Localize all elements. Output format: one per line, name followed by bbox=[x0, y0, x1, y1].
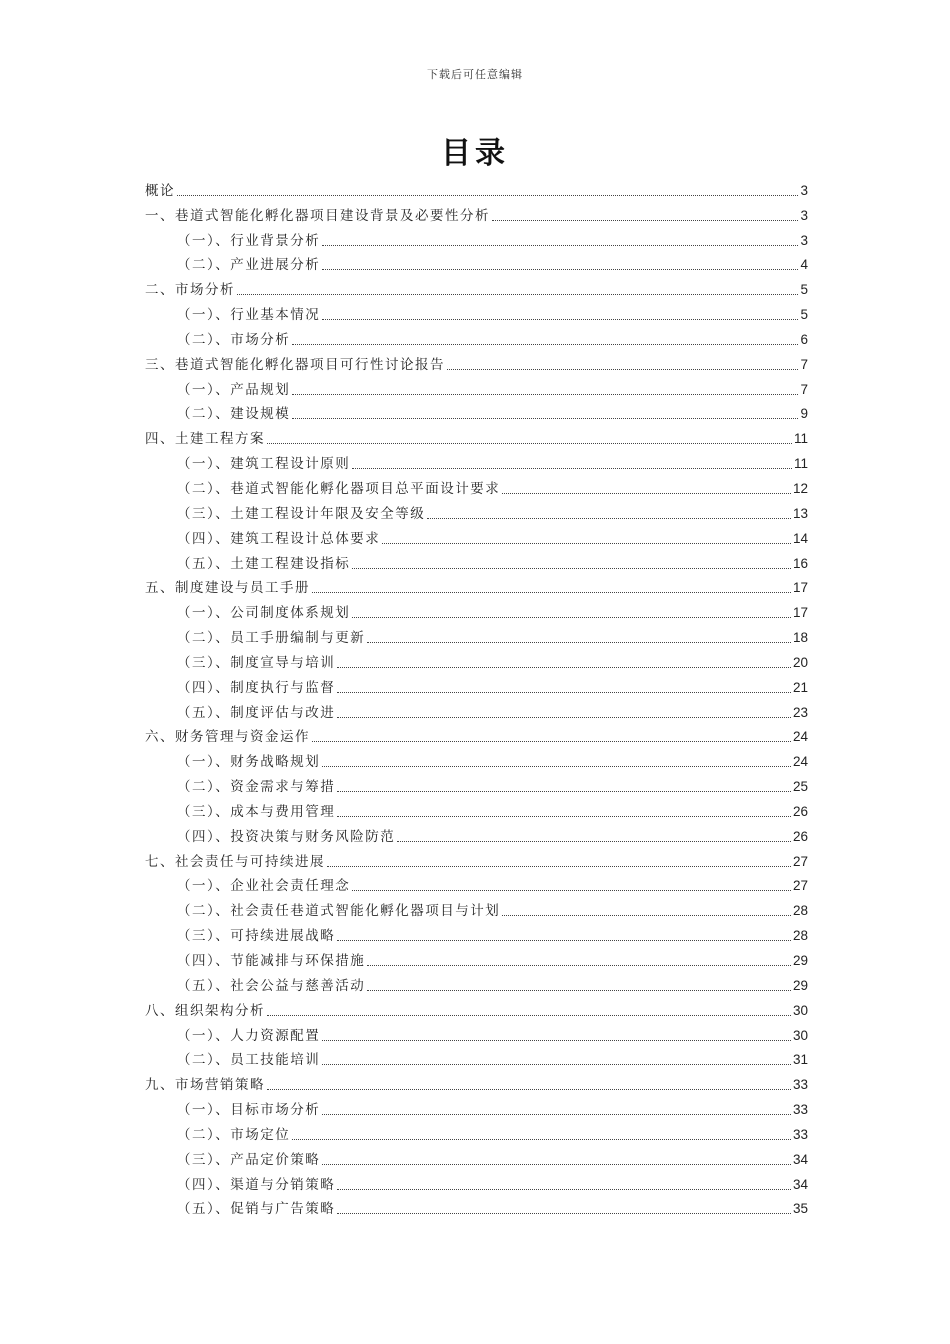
toc-entry[interactable] bbox=[145, 895, 808, 920]
toc-dot-leader bbox=[322, 319, 798, 320]
toc-entry[interactable] bbox=[145, 250, 808, 275]
toc-entry-text: （四）、节能减排与环保措施 bbox=[177, 953, 366, 969]
toc-entry[interactable] bbox=[145, 1144, 808, 1169]
toc-entry[interactable] bbox=[145, 573, 808, 598]
toc-page-number: 24 bbox=[792, 754, 808, 770]
toc-entry-text: （二）、社会责任巷道式智能化孵化器项目与计划 bbox=[177, 903, 501, 920]
toc-entry-text: 五、制度建设与员工手册 bbox=[145, 580, 310, 597]
toc-entry-text: （二）、市场分析 bbox=[177, 331, 291, 348]
toc-page-number: 5 bbox=[800, 307, 808, 323]
toc-dot-leader bbox=[327, 866, 791, 867]
toc-entry-text: 二、市场分析 bbox=[145, 282, 235, 299]
toc-entry-text: （四）、制度执行与监督 bbox=[177, 679, 336, 696]
toc-entry[interactable] bbox=[145, 697, 808, 722]
toc-entry[interactable] bbox=[145, 448, 808, 473]
toc-entry-text: （一）、产品规划 bbox=[177, 381, 291, 398]
toc-entry-text: （二）、建设规模 bbox=[177, 406, 291, 423]
toc-page-number: 27 bbox=[792, 878, 808, 894]
toc-page-number: 34 bbox=[792, 1151, 808, 1167]
toc-dot-leader bbox=[292, 394, 798, 395]
toc-entry[interactable] bbox=[145, 1094, 808, 1119]
toc-entry-text: （四）、渠道与分销策略 bbox=[177, 1176, 336, 1193]
toc-entry-text: （五）、促销与广告策略 bbox=[177, 1201, 336, 1218]
toc-page-number: 31 bbox=[792, 1052, 808, 1068]
toc-page-number: 21 bbox=[792, 679, 808, 695]
toc-entry-text: （三）、成本与费用管理 bbox=[177, 803, 336, 820]
toc-dot-leader bbox=[397, 841, 791, 842]
toc-entry[interactable] bbox=[145, 1045, 808, 1070]
toc-entry[interactable] bbox=[145, 399, 808, 424]
toc-page-number: 33 bbox=[792, 1077, 808, 1093]
toc-dot-leader bbox=[292, 1139, 791, 1140]
toc-entry[interactable] bbox=[145, 821, 808, 846]
toc-entry[interactable] bbox=[145, 995, 808, 1020]
toc-entry-text: 三、巷道式智能化孵化器项目可行性讨论报告 bbox=[145, 356, 445, 373]
toc-page-number: 28 bbox=[792, 903, 808, 919]
toc-page-number: 26 bbox=[792, 803, 808, 819]
toc-page-number: 12 bbox=[792, 480, 808, 496]
toc-dot-leader bbox=[337, 692, 791, 693]
toc-entry[interactable] bbox=[145, 473, 808, 498]
toc-dot-leader bbox=[177, 195, 798, 196]
toc-page-number: 33 bbox=[792, 1102, 808, 1118]
toc-entry[interactable] bbox=[145, 548, 808, 573]
toc-dot-leader bbox=[322, 766, 791, 767]
toc-entry[interactable] bbox=[145, 200, 808, 225]
toc-dot-leader bbox=[337, 791, 791, 792]
toc-dot-leader bbox=[367, 990, 791, 991]
toc-dot-leader bbox=[367, 965, 791, 966]
toc-entry[interactable] bbox=[145, 846, 808, 871]
toc-dot-leader bbox=[337, 1213, 791, 1214]
toc-page-number: 17 bbox=[792, 580, 808, 596]
toc-dot-leader bbox=[447, 369, 798, 370]
toc-dot-leader bbox=[267, 1089, 791, 1090]
toc-entry[interactable] bbox=[145, 722, 808, 747]
toc-entry-text: （二）、巷道式智能化孵化器项目总平面设计要求 bbox=[177, 480, 501, 497]
toc-entry-text: （三）、产品定价策略 bbox=[177, 1151, 321, 1168]
toc-page-number: 24 bbox=[792, 729, 808, 745]
toc-entry-text: （三）、制度宣导与培训 bbox=[177, 654, 336, 671]
toc-entry[interactable] bbox=[145, 647, 808, 672]
toc-dot-leader bbox=[322, 1114, 791, 1115]
toc-page-number: 3 bbox=[800, 232, 808, 248]
toc-entry-text: （三）、土建工程设计年限及安全等级 bbox=[177, 505, 426, 522]
toc-dot-leader bbox=[352, 890, 791, 891]
toc-page-number: 4 bbox=[800, 257, 808, 273]
toc-page-number: 6 bbox=[800, 331, 808, 347]
toc-entry-text: （一）、行业背景分析 bbox=[177, 232, 321, 249]
toc-entry-text: 概论 bbox=[145, 182, 175, 199]
toc-dot-leader bbox=[322, 1164, 791, 1165]
toc-entry[interactable] bbox=[145, 1169, 808, 1194]
toc-page-number: 29 bbox=[792, 977, 808, 993]
toc-entry-text: （一）、建筑工程设计原则 bbox=[177, 456, 351, 473]
toc-entry-text: （四）、投资决策与财务风险防范 bbox=[177, 828, 396, 845]
toc-page-number: 26 bbox=[792, 828, 808, 844]
toc-page-number: 17 bbox=[792, 605, 808, 621]
toc-dot-leader bbox=[337, 940, 791, 941]
toc-page-number: 5 bbox=[800, 282, 808, 298]
toc-entry-text: 六、财务管理与资金运作 bbox=[145, 729, 310, 746]
toc-entry-text: （三）、可持续进展战略 bbox=[177, 928, 336, 945]
header-note: 下载后可任意编辑 bbox=[427, 68, 523, 81]
toc-entry-text: （二）、员工技能培训 bbox=[177, 1052, 321, 1069]
toc-dot-leader bbox=[337, 667, 791, 668]
toc-dot-leader bbox=[292, 344, 798, 345]
toc-entry[interactable] bbox=[145, 796, 808, 821]
toc-entry[interactable] bbox=[145, 423, 808, 448]
toc-entry[interactable] bbox=[145, 871, 808, 896]
toc-entry-text: （二）、员工手册编制与更新 bbox=[177, 630, 366, 647]
toc-entry-text: 一、巷道式智能化孵化器项目建设背景及必要性分析 bbox=[145, 207, 490, 224]
toc-dot-leader bbox=[237, 294, 798, 295]
toc-entry[interactable] bbox=[145, 746, 808, 771]
toc-dot-leader bbox=[322, 1040, 791, 1041]
toc-entry-text: （一）、企业社会责任理念 bbox=[177, 878, 351, 895]
toc-entry-text: 九、市场营销策略 bbox=[145, 1077, 265, 1094]
toc-entry[interactable] bbox=[145, 1119, 808, 1144]
toc-page-number: 34 bbox=[792, 1176, 808, 1192]
toc-entry[interactable] bbox=[145, 597, 808, 622]
toc-page-number: 18 bbox=[792, 630, 808, 646]
toc-entry[interactable] bbox=[145, 771, 808, 796]
toc-dot-leader bbox=[337, 717, 791, 718]
toc-page-number: 20 bbox=[792, 654, 808, 670]
toc-dot-leader bbox=[312, 741, 791, 742]
toc-dot-leader bbox=[352, 468, 792, 469]
toc-entry[interactable] bbox=[145, 672, 808, 697]
toc-entry-text: （二）、产业进展分析 bbox=[177, 257, 321, 274]
toc-dot-leader bbox=[352, 617, 791, 618]
toc-dot-leader bbox=[492, 220, 798, 221]
toc-page-number: 30 bbox=[792, 1002, 808, 1018]
toc-page-number: 11 bbox=[793, 431, 808, 447]
toc-page-number: 28 bbox=[792, 928, 808, 944]
toc-dot-leader bbox=[322, 269, 798, 270]
toc-dot-leader bbox=[267, 1015, 791, 1016]
toc-dot-leader bbox=[312, 592, 791, 593]
toc-entry[interactable] bbox=[145, 920, 808, 945]
toc-entry[interactable] bbox=[145, 1020, 808, 1045]
toc-entry-text: （四）、建筑工程设计总体要求 bbox=[177, 530, 381, 547]
toc-dot-leader bbox=[292, 418, 798, 419]
toc-page-number: 11 bbox=[793, 456, 808, 472]
toc-entry-text: （一）、公司制度体系规划 bbox=[177, 605, 351, 622]
toc-entry[interactable] bbox=[145, 274, 808, 299]
toc-page-number: 9 bbox=[800, 406, 808, 422]
toc-entry[interactable] bbox=[145, 349, 808, 374]
toc-dot-leader bbox=[427, 518, 791, 519]
toc-entry[interactable] bbox=[145, 374, 808, 399]
toc-dot-leader bbox=[322, 1064, 791, 1065]
toc-entry[interactable] bbox=[145, 324, 808, 349]
toc-entry[interactable] bbox=[145, 225, 808, 250]
toc-entry[interactable] bbox=[145, 498, 808, 523]
toc-page-number: 35 bbox=[792, 1201, 808, 1217]
toc-dot-leader bbox=[502, 493, 791, 494]
toc-page-number: 30 bbox=[792, 1027, 808, 1043]
toc-page-number: 3 bbox=[800, 182, 808, 198]
toc-dot-leader bbox=[367, 642, 791, 643]
toc-entry-text: 八、组织架构分析 bbox=[145, 1002, 265, 1019]
toc-entry-text: 七、社会责任与可持续进展 bbox=[145, 853, 325, 870]
toc-entry[interactable] bbox=[145, 970, 808, 995]
toc-page-number: 7 bbox=[800, 356, 808, 372]
toc-entry-text: （五）、制度评估与改进 bbox=[177, 704, 336, 721]
toc-dot-leader bbox=[322, 245, 798, 246]
table-of-contents bbox=[145, 175, 808, 1218]
toc-entry-text: （二）、资金需求与筹措 bbox=[177, 779, 336, 796]
toc-entry[interactable] bbox=[145, 1069, 808, 1094]
toc-entry[interactable] bbox=[145, 622, 808, 647]
toc-entry[interactable] bbox=[145, 175, 808, 200]
toc-page-number: 13 bbox=[792, 505, 808, 521]
toc-page-number: 23 bbox=[792, 704, 808, 720]
toc-page-number: 29 bbox=[792, 953, 808, 968]
toc-dot-leader bbox=[382, 543, 791, 544]
toc-page-number: 16 bbox=[792, 555, 808, 571]
toc-entry-text: （一）、目标市场分析 bbox=[177, 1102, 321, 1119]
toc-dot-leader bbox=[502, 915, 791, 916]
toc-dot-leader bbox=[337, 816, 791, 817]
toc-entry[interactable] bbox=[145, 523, 808, 548]
toc-entry[interactable] bbox=[145, 1194, 808, 1219]
toc-page-number: 33 bbox=[792, 1126, 808, 1142]
toc-entry[interactable] bbox=[145, 945, 808, 970]
toc-entry-text: （二）、市场定位 bbox=[177, 1126, 291, 1143]
toc-entry[interactable] bbox=[145, 299, 808, 324]
toc-dot-leader bbox=[337, 1189, 791, 1190]
toc-dot-leader bbox=[352, 568, 791, 569]
toc-entry-text: 四、土建工程方案 bbox=[145, 431, 265, 448]
toc-entry-text: （一）、行业基本情况 bbox=[177, 307, 321, 324]
toc-page-number: 7 bbox=[800, 381, 808, 397]
toc-entry-text: （五）、土建工程建设指标 bbox=[177, 555, 351, 572]
toc-entry-text: （一）、财务战略规划 bbox=[177, 754, 321, 771]
toc-page-number: 25 bbox=[792, 779, 808, 795]
toc-page-number: 27 bbox=[792, 853, 808, 869]
toc-title: 目录 bbox=[441, 136, 509, 171]
toc-entry-text: （五）、社会公益与慈善活动 bbox=[177, 977, 366, 994]
toc-page-number: 3 bbox=[800, 207, 808, 223]
toc-dot-leader bbox=[267, 443, 792, 444]
toc-entry-text: （一）、人力资源配置 bbox=[177, 1027, 321, 1044]
toc-page-number: 14 bbox=[792, 530, 808, 546]
